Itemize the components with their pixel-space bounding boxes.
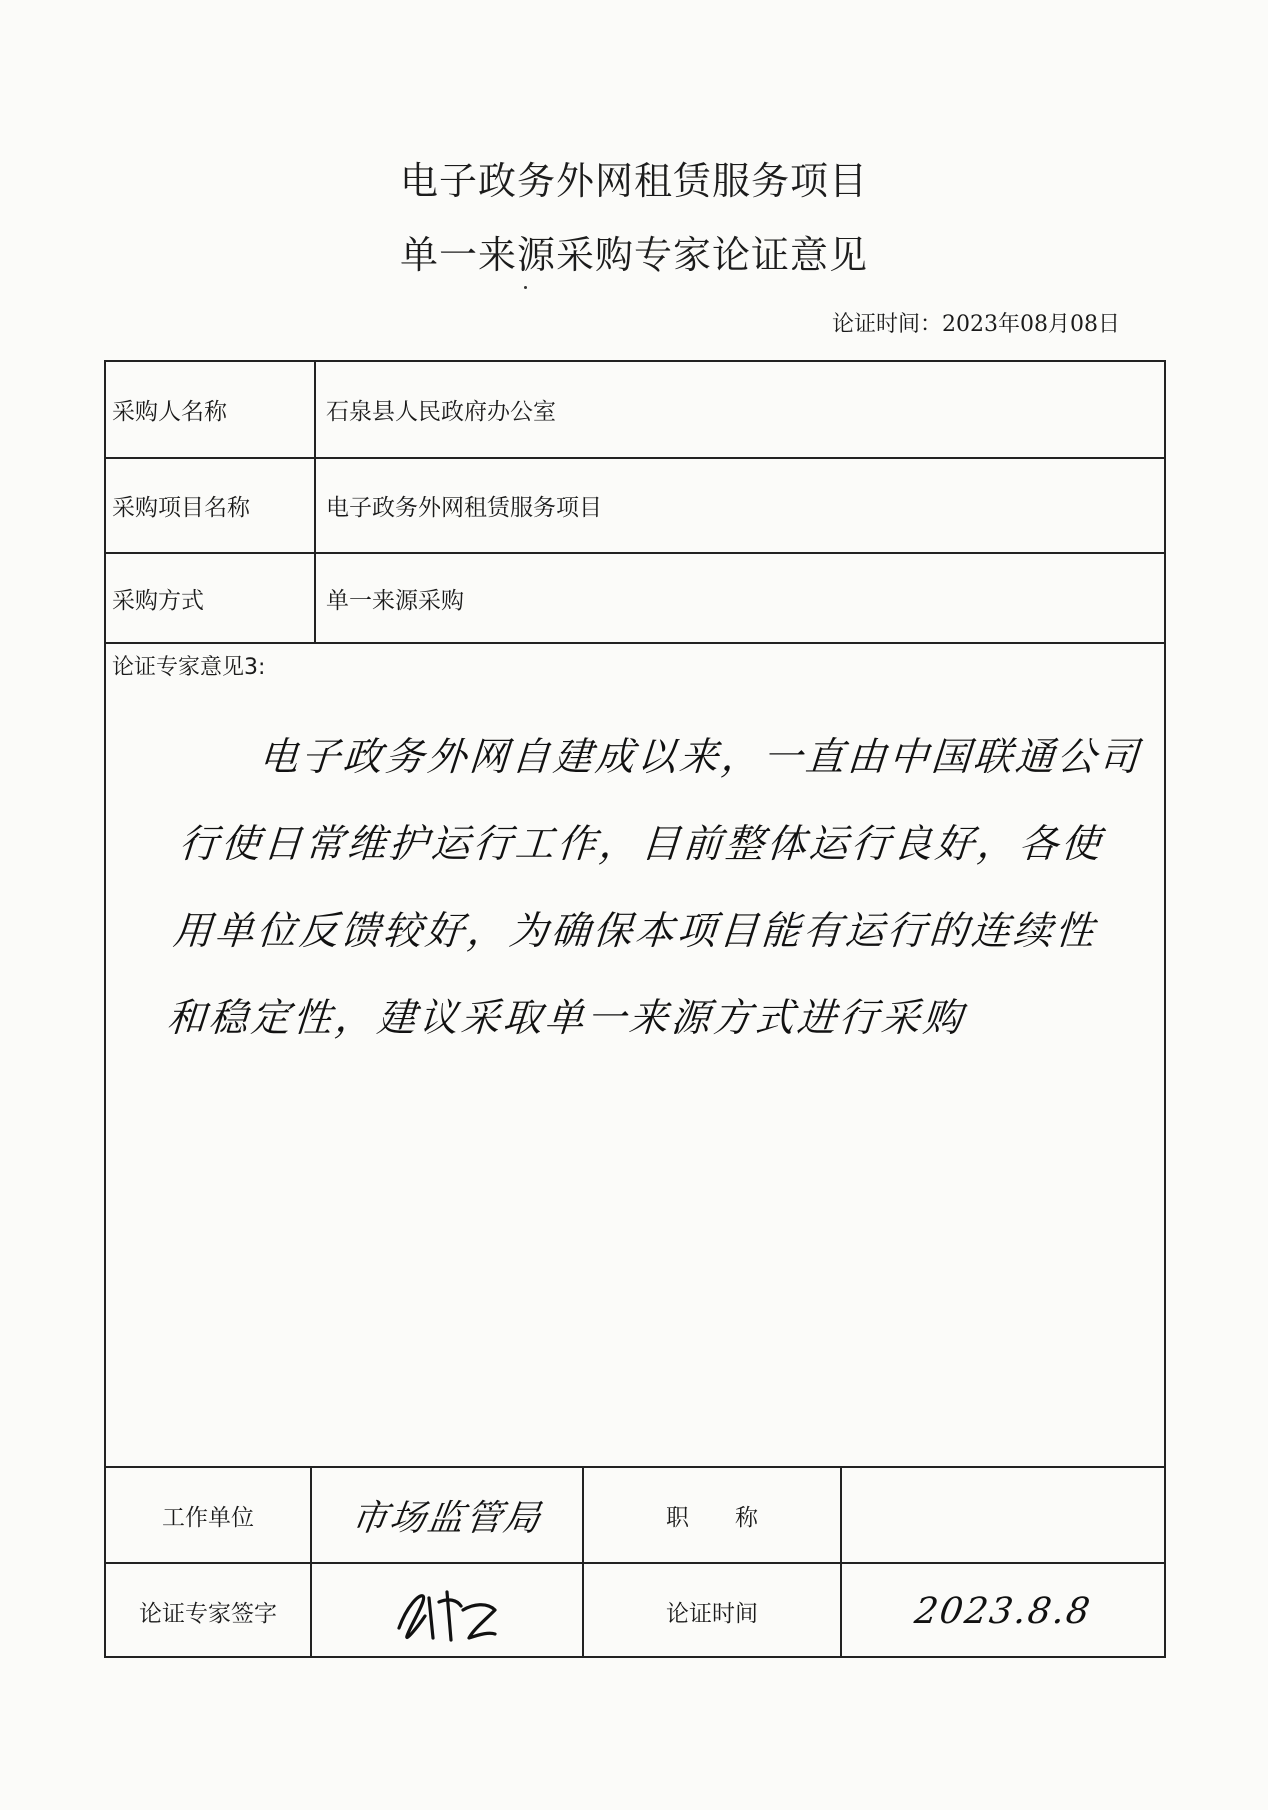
signature-cell (312, 1564, 584, 1658)
table-row-project-name (106, 459, 1164, 554)
procurement-method-label: 采购方式 (106, 554, 316, 642)
stray-dot (524, 286, 527, 289)
project-name-value: 电子政务外网租赁服务项目 (326, 495, 602, 521)
signature-label: 论证专家签字 (106, 1564, 312, 1658)
expert-opinion-handwritten-text: 电子政务外网自建成以来，一直由中国联通公司行使日常维护运行工作，目前整体运行良好，各使用单位反馈较好，为确保本项目能有运行的连续性和稳定性，建议采取单一来源方式进行采购 (165, 735, 1143, 1041)
work-unit-value: 市场监管局 (348, 1497, 545, 1539)
handwritten-signature (377, 1576, 517, 1646)
document-title-line1: 电子政务外网租赁服务项目 (399, 159, 868, 203)
expert-opinion-section (106, 644, 1164, 1468)
table-row-procurement-method (106, 554, 1164, 644)
work-unit-value-cell (312, 1468, 584, 1562)
expert-opinion-label: 论证专家意见3: (112, 655, 266, 680)
table-row-purchaser (106, 362, 1164, 459)
work-unit-label: 工作单位 (106, 1468, 312, 1562)
purchaser-label: 采购人名称 (106, 362, 316, 457)
document-title-line2: 单一来源采购专家论证意见 (399, 233, 868, 277)
purchaser-value: 石泉县人民政府办公室 (326, 399, 556, 425)
table-row-unit-title (106, 1468, 1164, 1564)
professional-title-label: 职 称 (584, 1468, 842, 1562)
project-name-label: 采购项目名称 (106, 459, 316, 552)
procurement-method-value: 单一来源采购 (326, 587, 464, 614)
review-form-table (104, 360, 1166, 1658)
professional-title-value (842, 1468, 1164, 1562)
table-row-signature-date (106, 1564, 1164, 1658)
signature-date-cell (842, 1564, 1164, 1658)
signature-date-label: 论证时间 (584, 1564, 842, 1658)
signature-date-value: 2023.8.8 (911, 1590, 1095, 1632)
review-date: 论证时间：2023年08月08日 (832, 312, 1120, 337)
